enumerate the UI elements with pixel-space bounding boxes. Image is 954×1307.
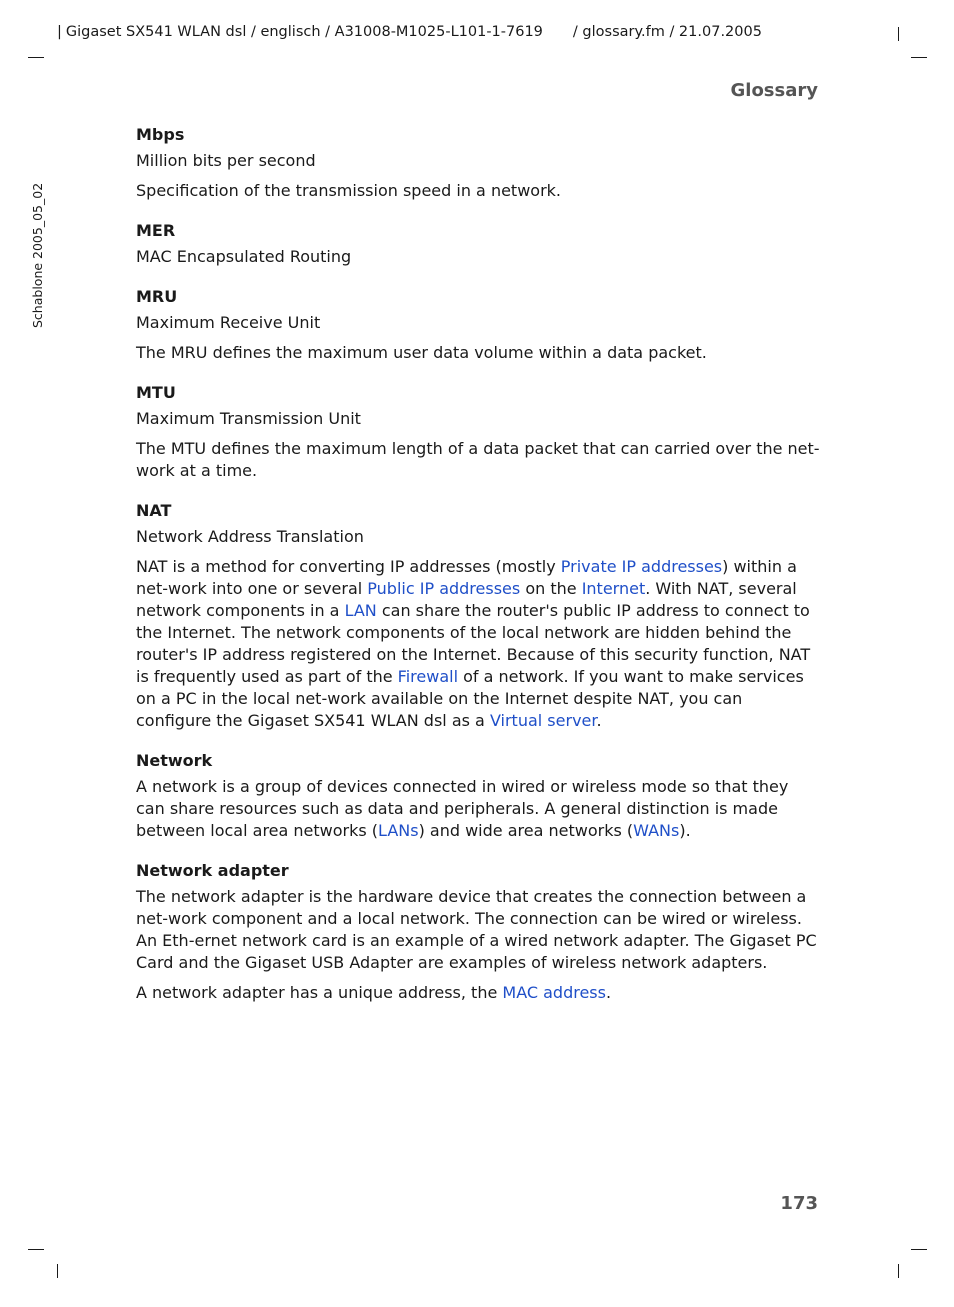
text-segment: NAT is a method for converting IP addresses (mostly bbox=[136, 557, 561, 576]
glossary-expansion: Maximum Transmission Unit bbox=[136, 409, 361, 428]
glossary-entry-mbps bbox=[136, 124, 820, 202]
text-segment: . bbox=[605, 983, 612, 1002]
glossary-definition: Specification of the transmission speed in a network. bbox=[136, 181, 562, 200]
glossary-entry-network bbox=[136, 750, 820, 842]
glossary-definition: The MRU defines the maximum user data volume within a data packet. bbox=[136, 343, 707, 362]
link-lans[interactable]: LANs bbox=[378, 821, 419, 840]
text-segment: . With NAT, several network components in a bbox=[136, 579, 797, 620]
text-segment: ) and wide area networks ( bbox=[418, 821, 634, 840]
document-header bbox=[57, 24, 762, 40]
crop-mark bbox=[57, 1264, 58, 1278]
text-segment: of a network. If you want to make services on a PC in the local net-work available on the Internet despite NAT, you can configure the Gigaset SX541 WLAN dsl as a bbox=[136, 667, 804, 730]
crop-mark bbox=[898, 1264, 899, 1278]
glossary-expansion: Million bits per second bbox=[136, 151, 316, 170]
text-segment: A network is a group of devices connected in wired or wireless mode so that they can share resources such as data and peripherals. A general distinction is made between local area networks ( bbox=[136, 777, 789, 840]
link-firewall[interactable]: Firewall bbox=[397, 667, 459, 686]
header-left-text: Gigaset SX541 WLAN dsl / englisch / A31008-M1025-L101-1-7619 bbox=[65, 24, 543, 40]
glossary-definition: The MTU defines the maximum length of a data packet that can carried over the net-work at a time. bbox=[136, 439, 820, 480]
glossary-entry-nat bbox=[136, 500, 820, 732]
glossary-definition bbox=[136, 982, 820, 1004]
section-title: Glossary bbox=[730, 80, 818, 101]
glossary-definition bbox=[136, 556, 820, 732]
header-separator: | bbox=[57, 24, 62, 40]
glossary-term: Network adapter bbox=[136, 861, 289, 880]
glossary-entry-network-adapter bbox=[136, 860, 820, 1004]
link-internet[interactable]: Internet bbox=[581, 579, 646, 598]
glossary-definition bbox=[136, 776, 820, 842]
link-lan[interactable]: LAN bbox=[344, 601, 377, 620]
text-segment: A network adapter has a unique address, the bbox=[136, 983, 503, 1002]
glossary-term: MTU bbox=[136, 383, 176, 402]
header-right-text: / glossary.fm / 21.07.2005 bbox=[572, 24, 762, 40]
link-private-ip-addresses[interactable]: Private IP addresses bbox=[560, 557, 723, 576]
crop-mark bbox=[28, 57, 44, 58]
glossary-expansion: Maximum Receive Unit bbox=[136, 313, 321, 332]
glossary-definition: The network adapter is the hardware device that creates the connection between a net-work component and a local network. The connection can be wired or wireless. An Eth-ernet network card is an example of a wired network adapter. The Gigaset PC Card and the Gigaset USB Adapter are examples of wireless network adapters. bbox=[136, 887, 817, 972]
template-label: Schablone 2005_05_02 bbox=[30, 182, 45, 328]
crop-mark bbox=[911, 1249, 927, 1250]
glossary-term: MER bbox=[136, 221, 176, 240]
glossary-term: NAT bbox=[136, 501, 172, 520]
text-segment: on the bbox=[520, 579, 582, 598]
glossary-term: Mbps bbox=[136, 125, 185, 144]
glossary-content bbox=[136, 124, 820, 1022]
glossary-expansion: Network Address Translation bbox=[136, 527, 364, 546]
crop-mark bbox=[911, 57, 927, 58]
link-public-ip-addresses[interactable]: Public IP addresses bbox=[367, 579, 521, 598]
glossary-term: Network bbox=[136, 751, 213, 770]
text-segment: can share the router's public IP address to connect to the Internet. The network components of the local network are hidden behind the router's IP address registered on the Internet. Because of this security function, NAT is frequently used as part of the bbox=[136, 601, 811, 686]
link-wans[interactable]: WANs bbox=[633, 821, 680, 840]
glossary-entry-mru bbox=[136, 286, 820, 364]
glossary-entry-mtu bbox=[136, 382, 820, 482]
text-segment: . bbox=[596, 711, 602, 730]
text-segment: ). bbox=[679, 821, 691, 840]
text-segment: ) within a net-work into one or several bbox=[136, 557, 797, 598]
crop-mark bbox=[898, 27, 899, 41]
crop-mark bbox=[28, 1249, 44, 1250]
link-virtual-server[interactable]: Virtual server bbox=[489, 711, 597, 730]
glossary-entry-mer bbox=[136, 220, 820, 268]
glossary-expansion: MAC Encapsulated Routing bbox=[136, 247, 352, 266]
link-mac-address[interactable]: MAC address bbox=[502, 983, 606, 1002]
glossary-term: MRU bbox=[136, 287, 178, 306]
page-number: 173 bbox=[780, 1193, 818, 1214]
